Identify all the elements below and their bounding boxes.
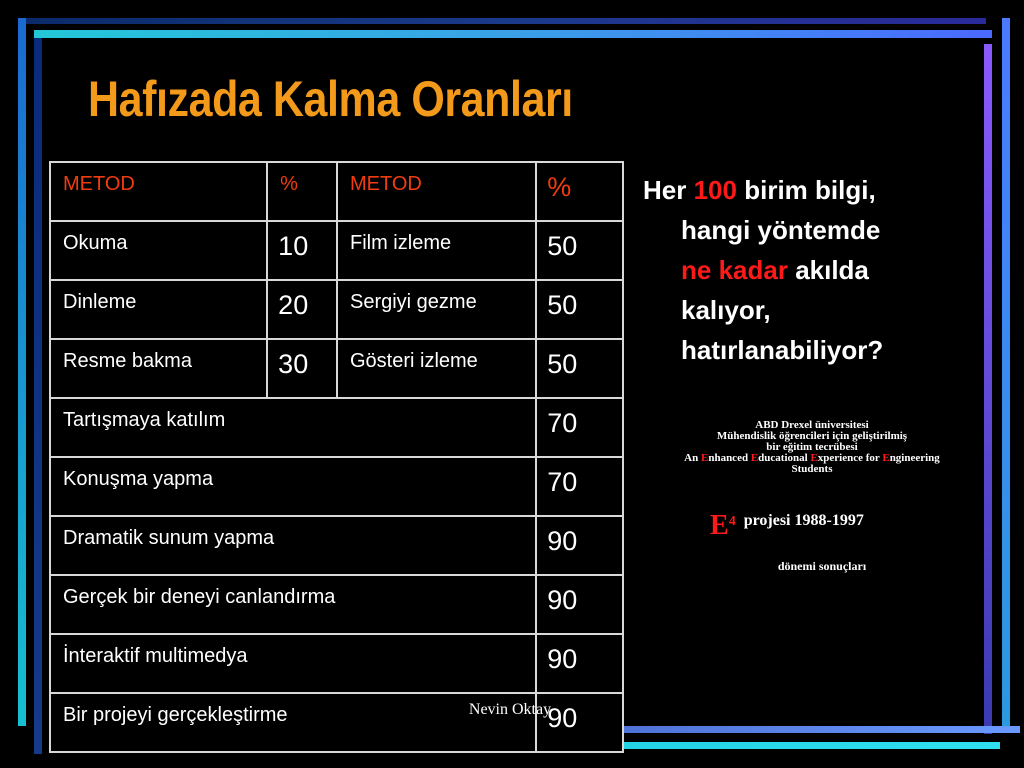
percent-cell: 90 [536,693,623,752]
question-line-2: hangi yöntemde [681,215,881,245]
project-superscript: 4 [728,514,736,529]
method-cell: Bir projeyi gerçekleştirme [50,693,536,752]
question-number-highlight: 100 [693,175,737,205]
header-method-2: METOD [337,162,536,221]
table-row [50,457,623,516]
project-years: projesi 1988-1997 [743,512,864,529]
period-results: dönemi sonuçları [777,559,867,573]
retention-table [49,161,624,753]
table-row [50,634,623,693]
slide-title: Hafızada Kalma Oranları [88,71,573,127]
question-line-3 [643,250,1003,290]
credit-word: xperience for [817,452,880,464]
table-row [50,516,623,575]
method-cell: Resme bakma [50,339,267,398]
frame-line-top-inner [34,30,992,38]
frame-line-left-inner [34,38,42,754]
question-line-1-rest: birim bilgi, [744,175,876,205]
question-word-akilda: akılda [795,255,869,285]
percent-cell: 50 [536,280,623,339]
credit-word: nhanced [708,452,749,464]
percent-cell: 90 [536,516,623,575]
question-line-4: kalıyor, [681,295,771,325]
frame-line-left-outer [18,18,26,726]
table-row [50,339,623,398]
question-text [643,170,1003,370]
question-highlight-ne-kadar: ne kadar [681,255,788,285]
header-method-1: METOD [50,162,267,221]
table-row [50,575,623,634]
frame-line-top-outer [18,18,986,24]
frame-line-right-inner [984,44,992,734]
method-cell: Dinleme [50,280,267,339]
question-word-her: Her [643,175,687,205]
credit-word: An [684,452,699,464]
credit-initial: E [750,452,759,464]
method-cell: Film izleme [337,221,536,280]
source-credit [632,420,992,475]
credit-line-1: ABD Drexel üniversitesi [755,419,869,431]
header-percent-1: % [267,162,337,221]
credit-word: ngineering [889,452,940,464]
credit-initial: E [882,452,890,464]
method-cell: İnteraktif multimedya [50,634,536,693]
header-percent-2: % [536,162,623,221]
percent-cell: 90 [536,575,623,634]
footer-author: Nevin Oktay [468,701,552,718]
percent-cell: 10 [267,221,337,280]
credit-line-3: bir eğitim tecrübesi [766,441,858,453]
method-cell: Gerçek bir deneyi canlandırma [50,575,536,634]
percent-cell: 70 [536,457,623,516]
credit-initial: E [810,452,818,464]
project-e: E [710,510,729,541]
percent-cell: 90 [536,634,623,693]
percent-cell: 30 [267,339,337,398]
percent-cell: 70 [536,398,623,457]
question-line-5: hatırlanabiliyor? [681,335,884,365]
method-cell: Tartışmaya katılım [50,398,536,457]
method-cell: Dramatik sunum yapma [50,516,536,575]
method-cell: Konuşma yapma [50,457,536,516]
method-cell: Gösteri izleme [337,339,536,398]
credit-initial: E [700,452,709,464]
table-header-row [50,162,623,221]
percent-cell: 50 [536,339,623,398]
credit-line-5: Students [791,463,833,475]
credit-line-2: Mühendislik öğrencileri için geliştirilmiş [716,430,908,442]
table-row [50,221,623,280]
percent-cell: 20 [267,280,337,339]
project-label [710,510,864,542]
question-line-1 [643,170,1003,210]
frame-line-right-outer [1002,18,1010,726]
method-cell: Sergiyi gezme [337,280,536,339]
method-cell: Okuma [50,221,267,280]
credit-word: ducational [758,452,808,464]
percent-cell: 50 [536,221,623,280]
table-row [50,398,623,457]
table-row [50,280,623,339]
